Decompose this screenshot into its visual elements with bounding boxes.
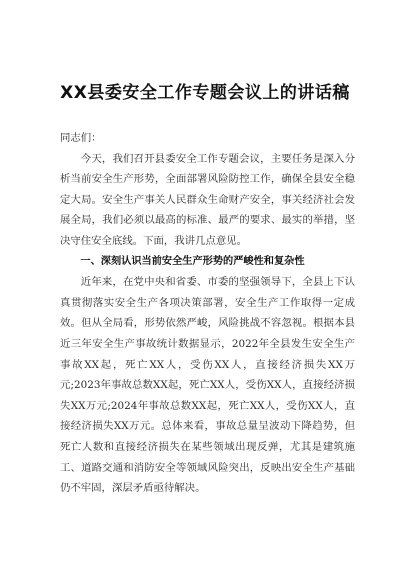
salutation: 同志们：	[60, 132, 102, 144]
paragraph-situation: 近年来，在党中央和省委、市委的坚强领导下，全县上下认真贯彻落实安全生产各项决策部署，安全生产工作取得一定成效。但从全局看，形势依然严峻，风险挑战不容忽视。根据本县近三年安全生产事故统计数据显示，2022年全县发生安全生产事故XX起，死亡XX人，受伤XX人，直接经济损失XX万元;2023年事故总数XX起，死亡XX人，受伤XX人，直接经济损失XX万元;2024年事故总数XX起，死亡XX人，受伤XX人，直接经济损失XX万元。总体来看，事故总量呈波动下降趋势，但死亡人数和直接经济损失在某些领域出现反弹，尤其是建筑施工、道路交通和消防安全等领域风险突出，反映出安全生产基础仍不牢固，深层矛盾亟待解决。	[60, 276, 355, 495]
paragraph-intro: 今天，我们召开县委安全工作专题会议，主要任务是深入分析当前安全生产形势，全面部署风险防控工作，确保全县安全稳定大局。安全生产事关人民群众生命财产安全，事关经济社会发展全局，我们必须以最高的标准、最严的要求、最实的举措，坚决守住安全底线。下面，我讲几点意见。	[60, 152, 355, 247]
section-heading-1: 一、深刻认识当前安全生产形势的严峻性和复杂性	[80, 255, 305, 267]
document-body	[60, 128, 355, 499]
document-title: XX县委安全工作专题会议上的讲话稿	[60, 83, 350, 103]
